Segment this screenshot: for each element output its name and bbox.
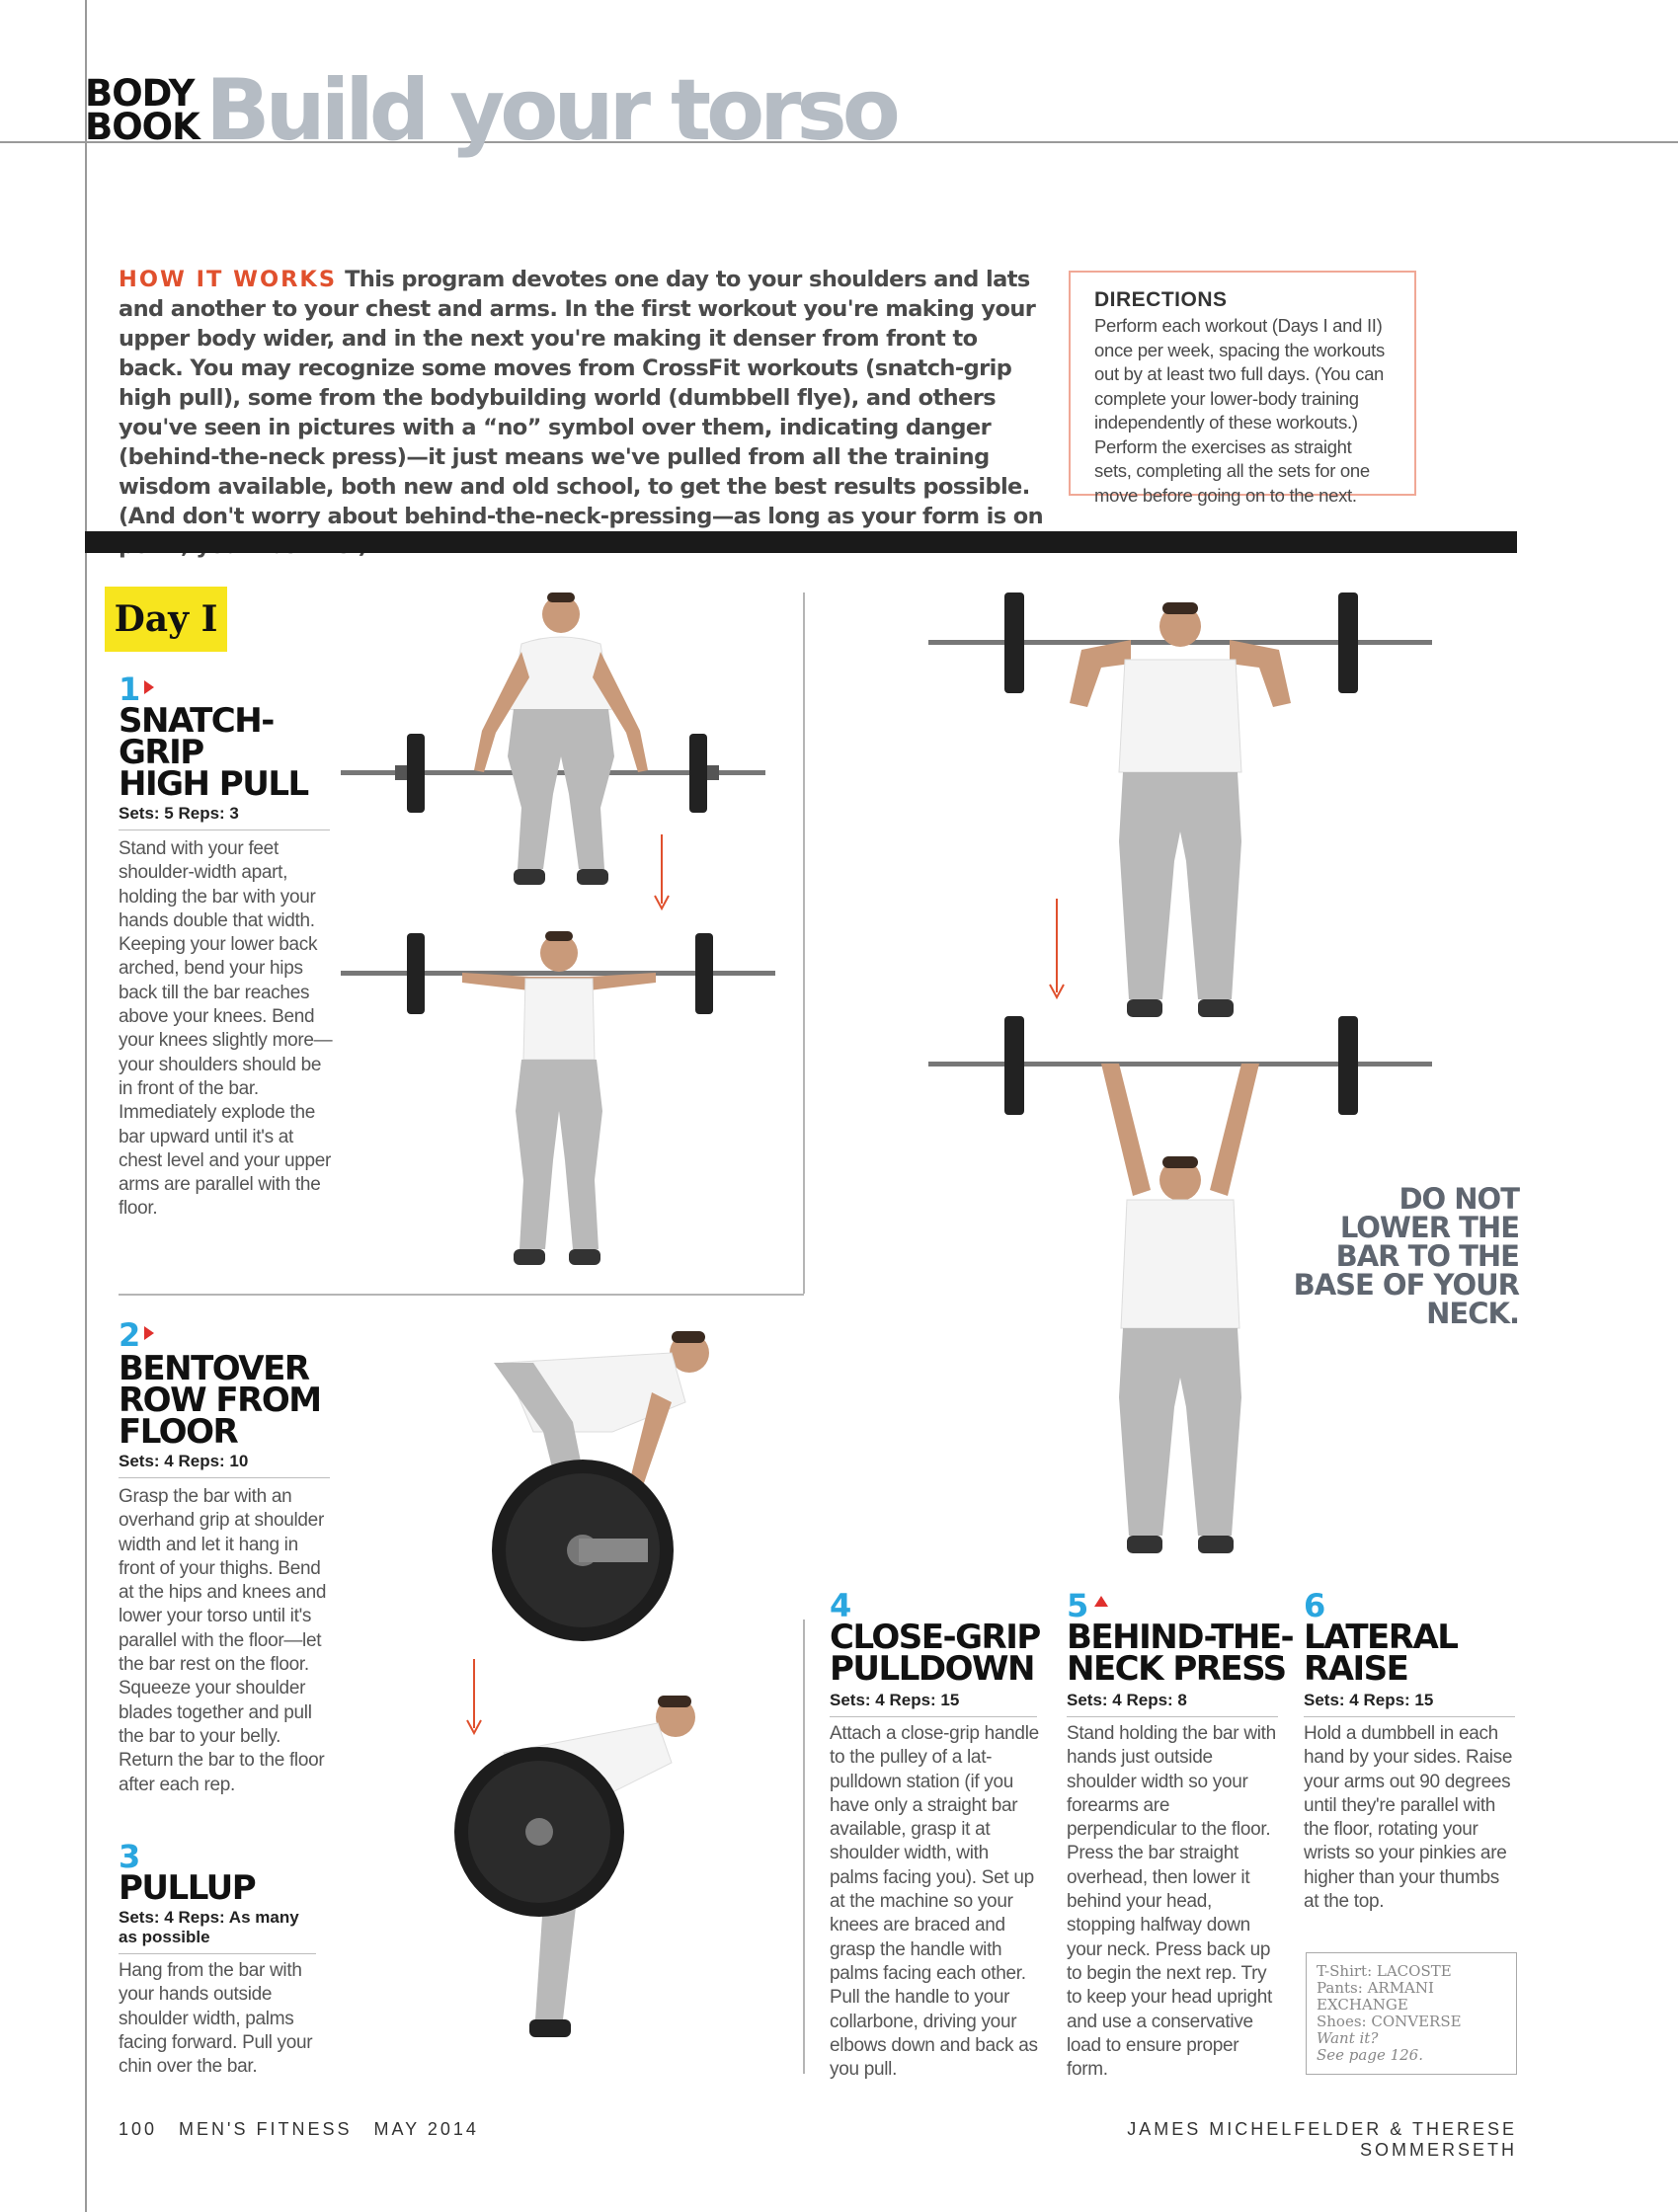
- barbell-illustration: [928, 1016, 1432, 1115]
- exercise-title: BENTOVER ROW FROM FLOOR: [119, 1349, 321, 1452]
- exercise-instructions: Attach a close-grip handle to the pulley of a lat-pulldown station (if you have only a straight bar available, grasp it at shoulder width, with palms facing you). Set up at the machine so your knees are braced and grasp the handle with palms facing each other. Pull the handle to your collarbone, driving your elbows down and back as you pull.: [830, 1723, 1039, 2081]
- exercise-sets: Sets: 4 Reps: 15: [1304, 1691, 1515, 1717]
- athlete-illustration: [1070, 602, 1291, 1017]
- exercise-sets: Sets: 4 Reps: 15: [830, 1691, 1037, 1717]
- clothing-credits: [1306, 1952, 1517, 2075]
- athlete-illustration: [474, 592, 648, 885]
- exercise-title: CLOSE-GRIP PULLDOWN: [830, 1618, 1040, 1689]
- arrow-icon: [144, 1326, 154, 1340]
- column-divider: [803, 592, 805, 1294]
- exercise-title: BEHIND-THE- NECK PRESS: [1067, 1618, 1294, 1689]
- section-label: [85, 72, 200, 148]
- section-label-line1: BODY: [85, 72, 195, 115]
- exercise-title: SNATCH- GRIP HIGH PULL: [119, 701, 308, 804]
- left-margin-rule: [85, 0, 87, 2212]
- neck-press-top-photo: [923, 1012, 1437, 1565]
- exercise-number: 4: [830, 1587, 852, 1624]
- directions-heading: DIRECTIONS: [1094, 288, 1228, 311]
- intro-lead: HOW IT WORKS: [119, 267, 338, 292]
- exercise-instructions: Stand with your feet shoulder-width apart, holding the bar with your hands double that width. Keeping your lower back arched, bend your hips back till the bar reaches above your knees. Bend your knees slightly more—your shoulders should be in front of the bar. Immediately explode the bar upward until it's at chest level and your upper arms are parallel with the floor.: [119, 838, 333, 1220]
- snatch-pull-start-photo: [336, 583, 780, 908]
- weight-plate-illustration: [492, 1460, 674, 1641]
- athlete-illustration: [1101, 1064, 1259, 1553]
- issue-date: MAY 2014: [373, 2119, 479, 2139]
- credit-tshirt: T-Shirt: LACOSTE: [1317, 1962, 1452, 1980]
- weight-plate-illustration: [454, 1747, 624, 1917]
- folio: [119, 2119, 501, 2140]
- down-arrow-icon: [652, 834, 672, 913]
- exercise-instructions: Stand holding the bar with hands just outside shoulder width so your forearms are perpendicular to the floor. Press the bar straight overhead, then lower it behind your head, stopping halfway down your neck. Press back up to begin the next rep. Try to keep your head upright and use a conservative load to ensure proper form.: [1067, 1723, 1276, 2081]
- intro-paragraph: [119, 265, 1047, 561]
- exercise-number: 6: [1304, 1587, 1326, 1624]
- warning-callout: DO NOT LOWER THE BAR TO THE BASE OF YOUR NECK.: [1293, 1182, 1519, 1330]
- section-label-line2: BOOK: [85, 106, 200, 148]
- photo-credit: JAMES MICHELFELDER & THERESE SOMMERSETH: [1127, 2119, 1517, 2160]
- magazine-name: MEN'S FITNESS: [179, 2119, 353, 2139]
- credit-want: Want it?: [1317, 2029, 1379, 2047]
- down-arrow-icon: [1047, 899, 1067, 1002]
- exercise-instructions: Grasp the bar with an overhand grip at shoulder width and let it hang in front of your thighs. Bend at the hips and knees and lower your torso until it's parallel with the floor—let the bar rest on the floor. Squeeze your shoulder blades together and pull the bar to your belly. Return the bar to the floor after each rep.: [119, 1486, 327, 1795]
- snatch-pull-top-photo: [336, 913, 780, 1279]
- warning-arrow-icon: [1094, 1596, 1108, 1607]
- bentover-row-start-photo: [435, 1323, 731, 1698]
- exercise-title: PULLUP: [119, 1868, 256, 1908]
- exercise-sets: Sets: 5 Reps: 3: [119, 804, 330, 830]
- exercise-sets: Sets: 4 Reps: 8: [1067, 1691, 1278, 1717]
- directions-text: Perform each workout (Days I and II) once per week, spacing the workouts out by at least two full days. (You can complete your lower-body training independently of these workouts.) Perform the exercises as straight sets, completing all the sets for one move before going on to the next.: [1094, 315, 1385, 506]
- exercise-instructions: Hold a dumbbell in each hand by your sides. Raise your arms out 90 degrees until they're parallel with the floor, rotating your wrists so your pinkies are higher than your thumbs at the top.: [1304, 1723, 1513, 1913]
- intro-text: This program devotes one day to your shoulders and lats and another to your chest and arms. In the first workout you're making your upper body wider, and in the next you're making it denser from front to back. You may recognize some moves from CrossFit workouts (snatch-grip high pull), some from the bodybuilding world (dumbbell flye), and others you've seen in pictures with a “no” symbol over them, indicating danger (behind-the-neck press)—it just means we've pulled from all the training wisdom available, both new and old school, to get the best results possible. (And don't worry about behind-the-neck-pressing—as long as your form is on: [119, 267, 1044, 529]
- directions-box: [1069, 271, 1416, 506]
- credit-pants: Pants: ARMANI: [1317, 1979, 1434, 1997]
- exercise-sets: Sets: 4 Reps: As many as possible: [119, 1908, 316, 1954]
- arrow-icon: [144, 680, 154, 694]
- credit-pants-cont: EXCHANGE: [1317, 1996, 1408, 2014]
- neck-press-start-photo: [923, 585, 1437, 1039]
- exercise-title: LATERAL RAISE: [1304, 1618, 1458, 1689]
- exercise-instructions: Hang from the bar with your hands outside shoulder width, palms facing forward. Pull your chin over the bar.: [119, 1960, 313, 2078]
- exercise-number: [119, 1316, 154, 1354]
- exercise-divider: [119, 1294, 804, 1296]
- page-number: 100: [119, 2119, 158, 2139]
- column-divider-lower: [803, 1620, 805, 2074]
- credit-see-page: See page 126.: [1317, 2046, 1423, 2064]
- exercise-number: 3: [119, 1838, 141, 1875]
- section-divider-bar: [85, 531, 1517, 553]
- page-title: Build your torso: [205, 61, 896, 160]
- exercise-number-text: 1: [119, 671, 141, 708]
- exercise-number-text: 2: [119, 1316, 141, 1354]
- credit-shoes: Shoes: CONVERSE: [1317, 2013, 1462, 2030]
- day-label: Day I: [105, 587, 227, 652]
- exercise-number-text: 5: [1067, 1587, 1089, 1624]
- exercise-sets: Sets: 4 Reps: 10: [119, 1452, 330, 1478]
- bentover-row-finish-photo: [435, 1684, 731, 2079]
- athlete-illustration: [462, 931, 656, 1265]
